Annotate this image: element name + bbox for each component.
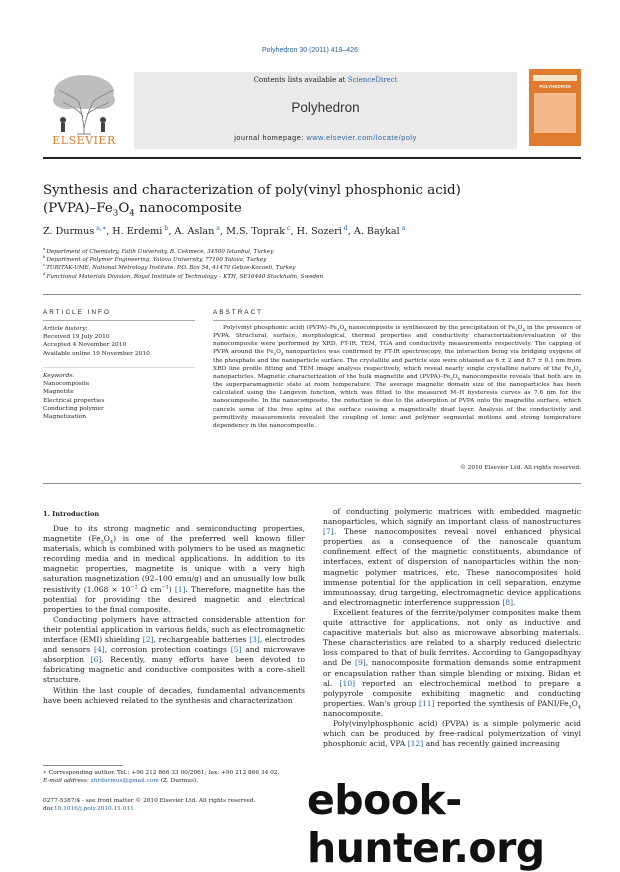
footnote-email: E-mail address: zhrdurmus@gmail.com (Z. Durmus). — [43, 778, 199, 784]
article-info-heading: ARTICLE INFO — [43, 309, 111, 316]
body-paragraph: Due to its strong magnetic and semiconducting properties, magnetite $(Fe_3O_4)$ is one of the preferred well known filler materials, which is combined with polymers to be used as magnetic recording media and in medical applications. In addition to its magnetic properties, magnetite is unique with a very high saturation magnetization (92–100 emu/g) and an unusually low bulk resistivity ($1.068 \times 10^{-2}$ Ω $cm^{-1}$) [1]. Therefore, magnetite has the potential for providing the desired magnetic and electrical properties to the final composite. — [43, 524, 305, 614]
author-affiliation-mark[interactable]: a — [214, 224, 220, 232]
affiliation-item: $^c$ TUBITAK-UME, National Metrology Institute, P.O. Box 54, 41470 Gebze-Kocaeli, Turkey — [43, 263, 296, 272]
journal-homepage — [134, 133, 517, 142]
elsevier-wordmark: ELSEVIER — [52, 134, 116, 146]
citation-link[interactable]: [9] — [355, 658, 366, 668]
article-history — [43, 325, 193, 358]
journal-reference[interactable]: Polyhedron 30 (2011) 419–426 — [261, 47, 358, 54]
footnote-contact: ∗ Corresponding author. Tel.: +90 212 866 33 00/2061; fax: +90 212 866 34 02. — [43, 770, 280, 776]
citation-link[interactable]: [10] — [339, 678, 356, 688]
article-title — [43, 182, 563, 218]
author-affiliation-mark[interactable]: d — [341, 224, 348, 232]
elsevier-logo — [43, 68, 125, 146]
body-column-left — [43, 524, 305, 706]
copyright-notice: © 2010 Elsevier Ltd. All rights reserved. — [459, 465, 581, 471]
keyword-item: Magnetization — [43, 414, 87, 421]
author-name: A. Aslan — [174, 226, 215, 237]
journal-cover-image[interactable] — [529, 69, 581, 146]
article-info-rule — [43, 320, 195, 321]
affiliation-item: $^b$ Department of Polymer Engineering, Yalova University, 77100 Yalova, Turkey — [43, 255, 267, 264]
abstract-text: Poly(vinyl phosphonic acid) $(PVPA)-Fe_3O_4$ nanocomposite is synthesized by the precipitation of $Fe_3O_4$ in the presence of PVPA. Structural, surface, morphological, thermal properties and conductivity characterization/evaluation of the nanocomposite were performed by XRD, FT-IR, TEM, TGA and conductivity measurements respectively. The capping of PVPA around the $Fe_3O_4$ nanoparticles was confirmed by FT-IR spectroscopy, the interaction being via bridging oxygens of the phosphate and the nanoparticle surface. The crystallite and particle size were obtained as 6 ± 2 and 8.7 ± 0.1 nm from XRD line profile fitting and TEM image analysis respectively, which reveal nearly single crystalline nature of the $Fe_3O_4$ nanoparticles. Magnetic characterization of the bulk magnetite and $(PVPA)-Fe_3O_4$ nanocomposite reveals that both are in the superparamagnetic state at room temperature. The average magnetic domain size of the nanoparticles has been calculated using the Langevin function, which was fitted to the measured M–H hysteresis curves as 7.6 nm for the nanocomposite. In the nanocomposite, the reduction is due to the adsorption of PVPA onto the magnetite surface, which cancels some of the free spins at the surface causing a magnetically dead layer. Analysis of the conductivity and permittivity measurements revealed the coupling of ionic and polymer segmental motions and strong temperature dependency in the nanocomposite. — [213, 325, 581, 429]
author-list: Z. Durmus $^{a,∗}$, H. Erdemi $^b$, A. Aslan $^a$, M.S. Toprak $^c$, H. Sozeri $^d$, A. Baykal $^a$ — [43, 224, 406, 237]
affiliation-item: $^a$ Department of Chemistry, Fatih University, B. Cekmece, 34500 Istanbul, Turkey — [43, 247, 274, 255]
email-link[interactable]: zhrdurmus@gmail.com — [90, 778, 159, 784]
author-name: H. Sozeri — [296, 226, 342, 237]
affiliation-list — [43, 248, 583, 281]
affiliation-item: $^d$ Functional Materials Division, Royal Institute of Technology – KTH, SE16440 Stockholm, Sweden — [43, 271, 324, 280]
journal-header-box — [134, 72, 517, 149]
keyword-item: Magnetite — [43, 389, 74, 396]
history-label: Article history: — [43, 326, 88, 332]
introduction-heading: 1. Introduction — [43, 510, 100, 518]
body-paragraph: of conducting polymeric matrices with embedded magnetic nanoparticles, which signify an important class of nanostructures [7]. These nanocomposites reveal novel enhanced physical properties as a consequence of the nanoscale quantum confinement effect of the magnetic constituents, abundance of interfaces, extent of dispersion of nanoparticles within the non-magnetic polymer matrices, etc. These nanocomposites hold immense potential for the application in cell separation, enzyme immunoassay, drug targeting, electromagnetic device applications and electromagnetic interference suppression [8]. — [323, 507, 581, 607]
contents-line — [134, 76, 517, 84]
author-affiliation-mark[interactable]: b — [162, 224, 169, 232]
author-name: A. Baykal — [353, 226, 400, 237]
abstract-rule — [213, 320, 581, 321]
author-name: H. Erdemi — [112, 226, 163, 237]
title-line-1: Synthesis and characterization of poly(vinyl phosphonic acid) — [43, 183, 461, 198]
doi-line: doi:10.1016/j.poly.2010.11.011 — [43, 806, 134, 812]
page-footer — [43, 797, 305, 813]
section-rule — [43, 294, 581, 295]
doi-link[interactable]: 10.1016/j.poly.2010.11.011 — [54, 806, 134, 812]
citation-link[interactable]: [4] — [94, 645, 105, 655]
footnote-rule — [43, 765, 123, 766]
abstract-heading: ABSTRACT — [213, 309, 264, 316]
keyword-item: Electrical properties — [43, 397, 105, 404]
body-paragraph: Poly(vinylphosphonic acid) (PVPA) is a simple polymeric acid which can be produced by free-radical polymerization of vinyl phosphonic acid, VPA [12] and has recently gained increasing — [323, 718, 581, 749]
citation-link[interactable]: [1] — [174, 584, 186, 594]
homepage-prefix: journal homepage: — [234, 133, 307, 142]
body-paragraph: Within the last couple of decades, fundamental advancements have been achieved related to the synthesis and characterization — [43, 685, 305, 705]
history-line: Received 19 July 2010 — [43, 334, 110, 341]
keyword-item: Conducting polymer — [43, 405, 104, 412]
citation-link[interactable]: [8] — [502, 597, 514, 607]
corresponding-author-footnote — [43, 769, 305, 785]
sciencedirect-link[interactable]: ScienceDirect — [347, 76, 398, 84]
journal-title: Polyhedron — [291, 100, 360, 115]
citation-link[interactable]: [2] — [142, 635, 154, 645]
citation-link[interactable]: [7] — [323, 527, 334, 537]
body-paragraph: Conducting polymers have attracted considerable attention for their potential application in various fields, such as electromagnetic interface (EMI) shielding [2], rechargeable batteries [3], electrodes and sensors [4], corrosion protection coatings [5] and microwave absorption [6]. Recently, many efforts have been devoted to fabricating magnetic and conductive composites with a core–shell structure. — [43, 614, 306, 685]
body-column-right — [323, 507, 581, 749]
keywords-rule — [43, 367, 195, 368]
author-name: Z. Durmus — [43, 226, 95, 237]
body-paragraph: Excellent features of the ferrite/polymer composites make them quite attractive for applications, not only as inductive and capacitive materials but also as microwave absorbing materials. These characteristics are related to a sharply reduced dielectric loss compared to that of bulk ferrites. According to Gangopadhyay and De [9], nanocomposite formation demands some entrapment or encapsulation rather than simple blending or mixing. Bidan et al. [10] reported an electrochemical method to prepare a polypyrole composite exhibiting magnetic and conducting properties. Wan’s group [11] reported the synthesis of PANI/$Fe_3O_4$ nanocomposite. — [323, 607, 581, 718]
citation-link[interactable]: [3] — [249, 635, 260, 645]
citation-link[interactable]: [12] — [407, 739, 424, 749]
header-rule — [43, 157, 581, 159]
keywords — [43, 372, 193, 421]
citation-link[interactable]: [5] — [230, 645, 242, 655]
cover-title: POLYHEDRON — [539, 84, 571, 89]
title-line-2: $(PVPA)-Fe_3O_4$ nanocomposite — [43, 201, 242, 219]
keyword-item: Nanocomposite — [43, 381, 90, 388]
watermark: ebook-hunter.org — [307, 776, 545, 872]
author-affiliation-mark[interactable]: c — [285, 224, 291, 232]
citation-link[interactable]: [6] — [90, 655, 102, 665]
homepage-link[interactable]: www.elsevier.com/locate/poly — [306, 133, 417, 142]
history-line: Available online 19 November 2010 — [43, 350, 150, 357]
author-name: M.S. Toprak — [226, 226, 286, 237]
body-rule — [43, 483, 581, 484]
tree-icon — [43, 68, 125, 146]
history-line: Accepted 4 November 2010 — [43, 342, 127, 349]
author-affiliation-mark[interactable]: a — [399, 224, 406, 232]
author-affiliation-mark[interactable]: a,∗ — [94, 224, 107, 232]
front-matter-line: 0277-5387/$ - see front matter © 2010 Elsevier Ltd. All rights reserved. — [43, 798, 256, 804]
citation-link[interactable]: [11] — [419, 698, 435, 708]
keywords-label: Keywords: — [43, 373, 75, 379]
contents-prefix: Contents lists available at — [253, 76, 348, 84]
